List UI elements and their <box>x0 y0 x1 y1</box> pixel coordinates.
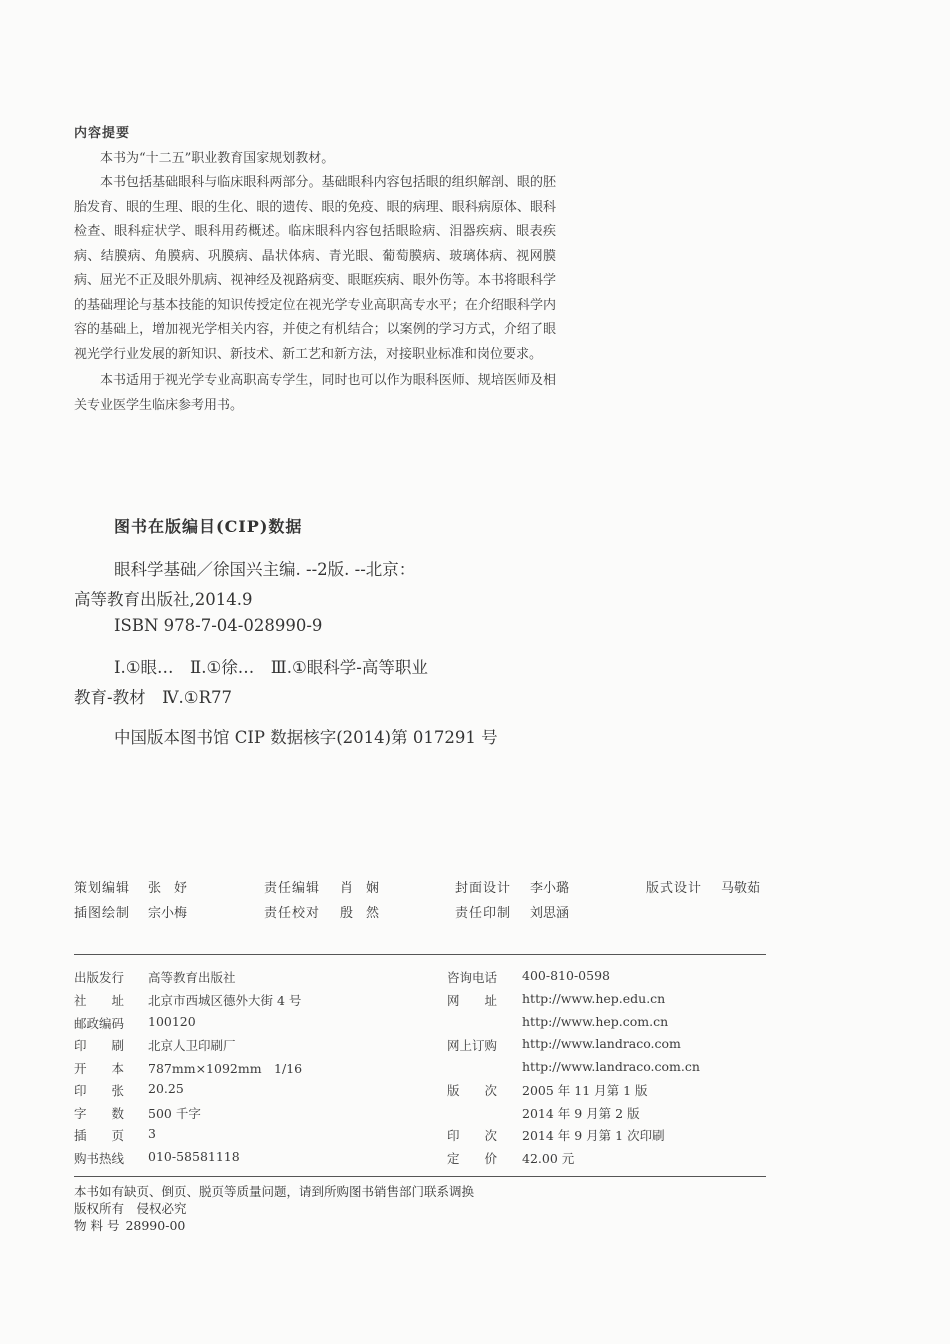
divider <box>74 954 766 955</box>
content-summary <box>74 122 556 418</box>
pub-postcode: 邮政编码 100120 <box>74 1014 196 1031</box>
pub-printer: 印 刷 北京人卫印刷厂 <box>74 1038 236 1053</box>
pub-phone: 咨询电话 400-810-0598 <box>447 968 610 985</box>
cip-title: 图书在版编目(CIP)数据 <box>114 517 303 536</box>
material-number: 物 料 号 28990-00 <box>74 1218 186 1233</box>
pub-sheets: 印 张 20.25 <box>74 1081 184 1098</box>
copyright-page: 内容提要 本书为“十二五”职业教育国家规划教材。 本书包括基础眼科与临床眼科两部分。基础眼科内容包括眼的组织解剖、眼的胚胎发育、眼的生理、眼的生化、眼的遗传、眼的免疫、眼的病理、眼科病原体、眼科检查、眼科症状学、眼科用药概述。临床眼科内容包括眼睑病、泪器疾病、眼表疾病、结膜病、角膜病、巩膜病、晶状体病、青光眼、葡萄膜病、玻璃体病、视网膜病、屈光不正及眼外肌病、视神经及视路病变、眼眶疾病、眼外伤等。本书将眼科学的基础理论与基本技能的知识传授定位在视光学专业高职高专水平；在介绍眼科学内容的基础上，增加视光学相关内容，并使之有机结合；以案例的学习方式，介绍了眼视光学行业发展的新知识、新技术、新工艺和新方法，对接职业标准和岗位要求。 本书适用于视光学专业高职高专学生，同时也可以作为眼科医师、规培医师及相关专业医学生临床参考用书。 图书在版编目(CIP)数据 眼科学基础／徐国兴主编. --2版. --北京： 高等教育出版社,2014.9 ISBN 978-7-04-028990-9 Ⅰ.①眼… Ⅱ.①徐… Ⅲ.①眼科学-高等职业 教育-教材 Ⅳ.①R77 中国版本图书馆 CIP 数据核字(2014)第 017291 号 策划编辑 张 妤 责任编辑 肖 娴 封面设计 李小璐 版式设计 马敬茹 插图绘制 宗小梅 责任校对 殷 然 责任印制 刘思涵 出版发行 高等教育出版社 社 址 北京市西城区德外大街 4 号 邮政编码 100120 印 刷 北京人卫印刷厂 开 本 787mm×1092mm 1/16 印 张 20.25 字 数 500 千字 插 页 3 购书热线 010-58581118 咨询电话 400-810-0598 网 址 http://www.hep.edu.cn http://www.hep.com.cn 网上订购 http://www.landraco.com http://www.landraco.com.cn 版 次 2005 年 11 月第 1 版 2014 年 9 月第 2 版 印 次 2014 年 9 月第 1 次印刷 定 价 42.00 元 本书如有缺页、倒页、脱页等质量问题，请到所购图书销售部门联系调换 版权所有 侵权必究 物 料 号 28990-00 <box>0 0 950 1344</box>
summary-title: 内容提要 <box>74 126 131 141</box>
pub-edition: 版 次 2005 年 11 月第 1 版 <box>447 1083 648 1098</box>
pub-price: 定 价 42.00 元 <box>447 1151 575 1166</box>
cip-number: 中国版本图书馆 CIP 数据核字(2014)第 017291 号 <box>114 728 498 747</box>
credit-responsible-editor: 责任编辑 肖 娴 <box>264 881 380 896</box>
credit-printing-supervisor: 责任印制 刘思涵 <box>455 906 570 921</box>
quality-notice: 本书如有缺页、倒页、脱页等质量问题，请到所购图书销售部门联系调换 <box>74 1184 475 1199</box>
pub-online-order: 网上订购 http://www.landraco.com <box>447 1036 681 1053</box>
cip-classification-1: Ⅰ.①眼… Ⅱ.①徐… Ⅲ.①眼科学-高等职业 <box>114 658 428 677</box>
credit-cover-design: 封面设计 李小璐 <box>455 881 570 896</box>
pub-impression: 印 次 2014 年 9 月第 1 次印刷 <box>447 1128 665 1143</box>
summary-paragraph: 本书包括基础眼科与临床眼科两部分。基础眼科内容包括眼的组织解剖、眼的胚胎发育、眼的生理、眼的生化、眼的遗传、眼的免疫、眼的病理、眼科病原体、眼科检查、眼科症状学、眼科用药概述。临床眼科内容包括眼睑病、泪器疾病、眼表疾病、结膜病、角膜病、巩膜病、晶状体病、青光眼、葡萄膜病、玻璃体病、视网膜病、屈光不正及眼外肌病、视神经及视路病变、眼眶疾病、眼外伤等。本书将眼科学的基础理论与基本技能的知识传授定位在视光学专业高职高专水平；在介绍眼科学内容的基础上，增加视光学相关内容，并使之有机结合；以案例的学习方式，介绍了眼视光学行业发展的新知识、新技术、新工艺和新方法，对接职业标准和岗位要求。 <box>74 175 556 362</box>
footer-notice <box>74 1183 474 1234</box>
pub-website: 网 址 http://www.hep.edu.cn <box>447 991 666 1008</box>
credit-layout-design: 版式设计 马敬茹 <box>646 881 761 896</box>
credit-illustration: 插图绘制 宗小梅 <box>74 906 188 921</box>
divider <box>74 1176 766 1177</box>
summary-paragraph: 本书适用于视光学专业高职高专学生，同时也可以作为眼科医师、规培医师及相关专业医学生临床参考用书。 <box>74 373 556 413</box>
cip-classification-2: 教育-教材 Ⅳ.①R77 <box>74 688 233 707</box>
credit-proofreading: 责任校对 殷 然 <box>264 906 380 921</box>
pub-format: 开 本 787mm×1092mm 1/16 <box>74 1061 303 1076</box>
rights-notice: 版权所有 侵权必究 <box>74 1201 187 1216</box>
pub-publisher: 出版发行 高等教育出版社 <box>74 970 236 985</box>
summary-paragraph: 本书为“十二五”职业教育国家规划教材。 <box>100 150 335 166</box>
cip-isbn: ISBN 978-7-04-028990-9 <box>114 616 323 635</box>
pub-hotline: 购书热线 010-58581118 <box>74 1149 240 1166</box>
pub-words: 字 数 500 千字 <box>74 1106 201 1121</box>
credit-planning: 策划编辑 张 妤 <box>74 881 188 896</box>
pub-plates: 插 页 3 <box>74 1126 156 1143</box>
cip-line-2: 高等教育出版社,2014.9 <box>74 590 253 609</box>
pub-address: 社 址 北京市西城区德外大街 4 号 <box>74 993 302 1008</box>
cip-line-1: 眼科学基础／徐国兴主编. --2版. --北京： <box>114 560 416 579</box>
